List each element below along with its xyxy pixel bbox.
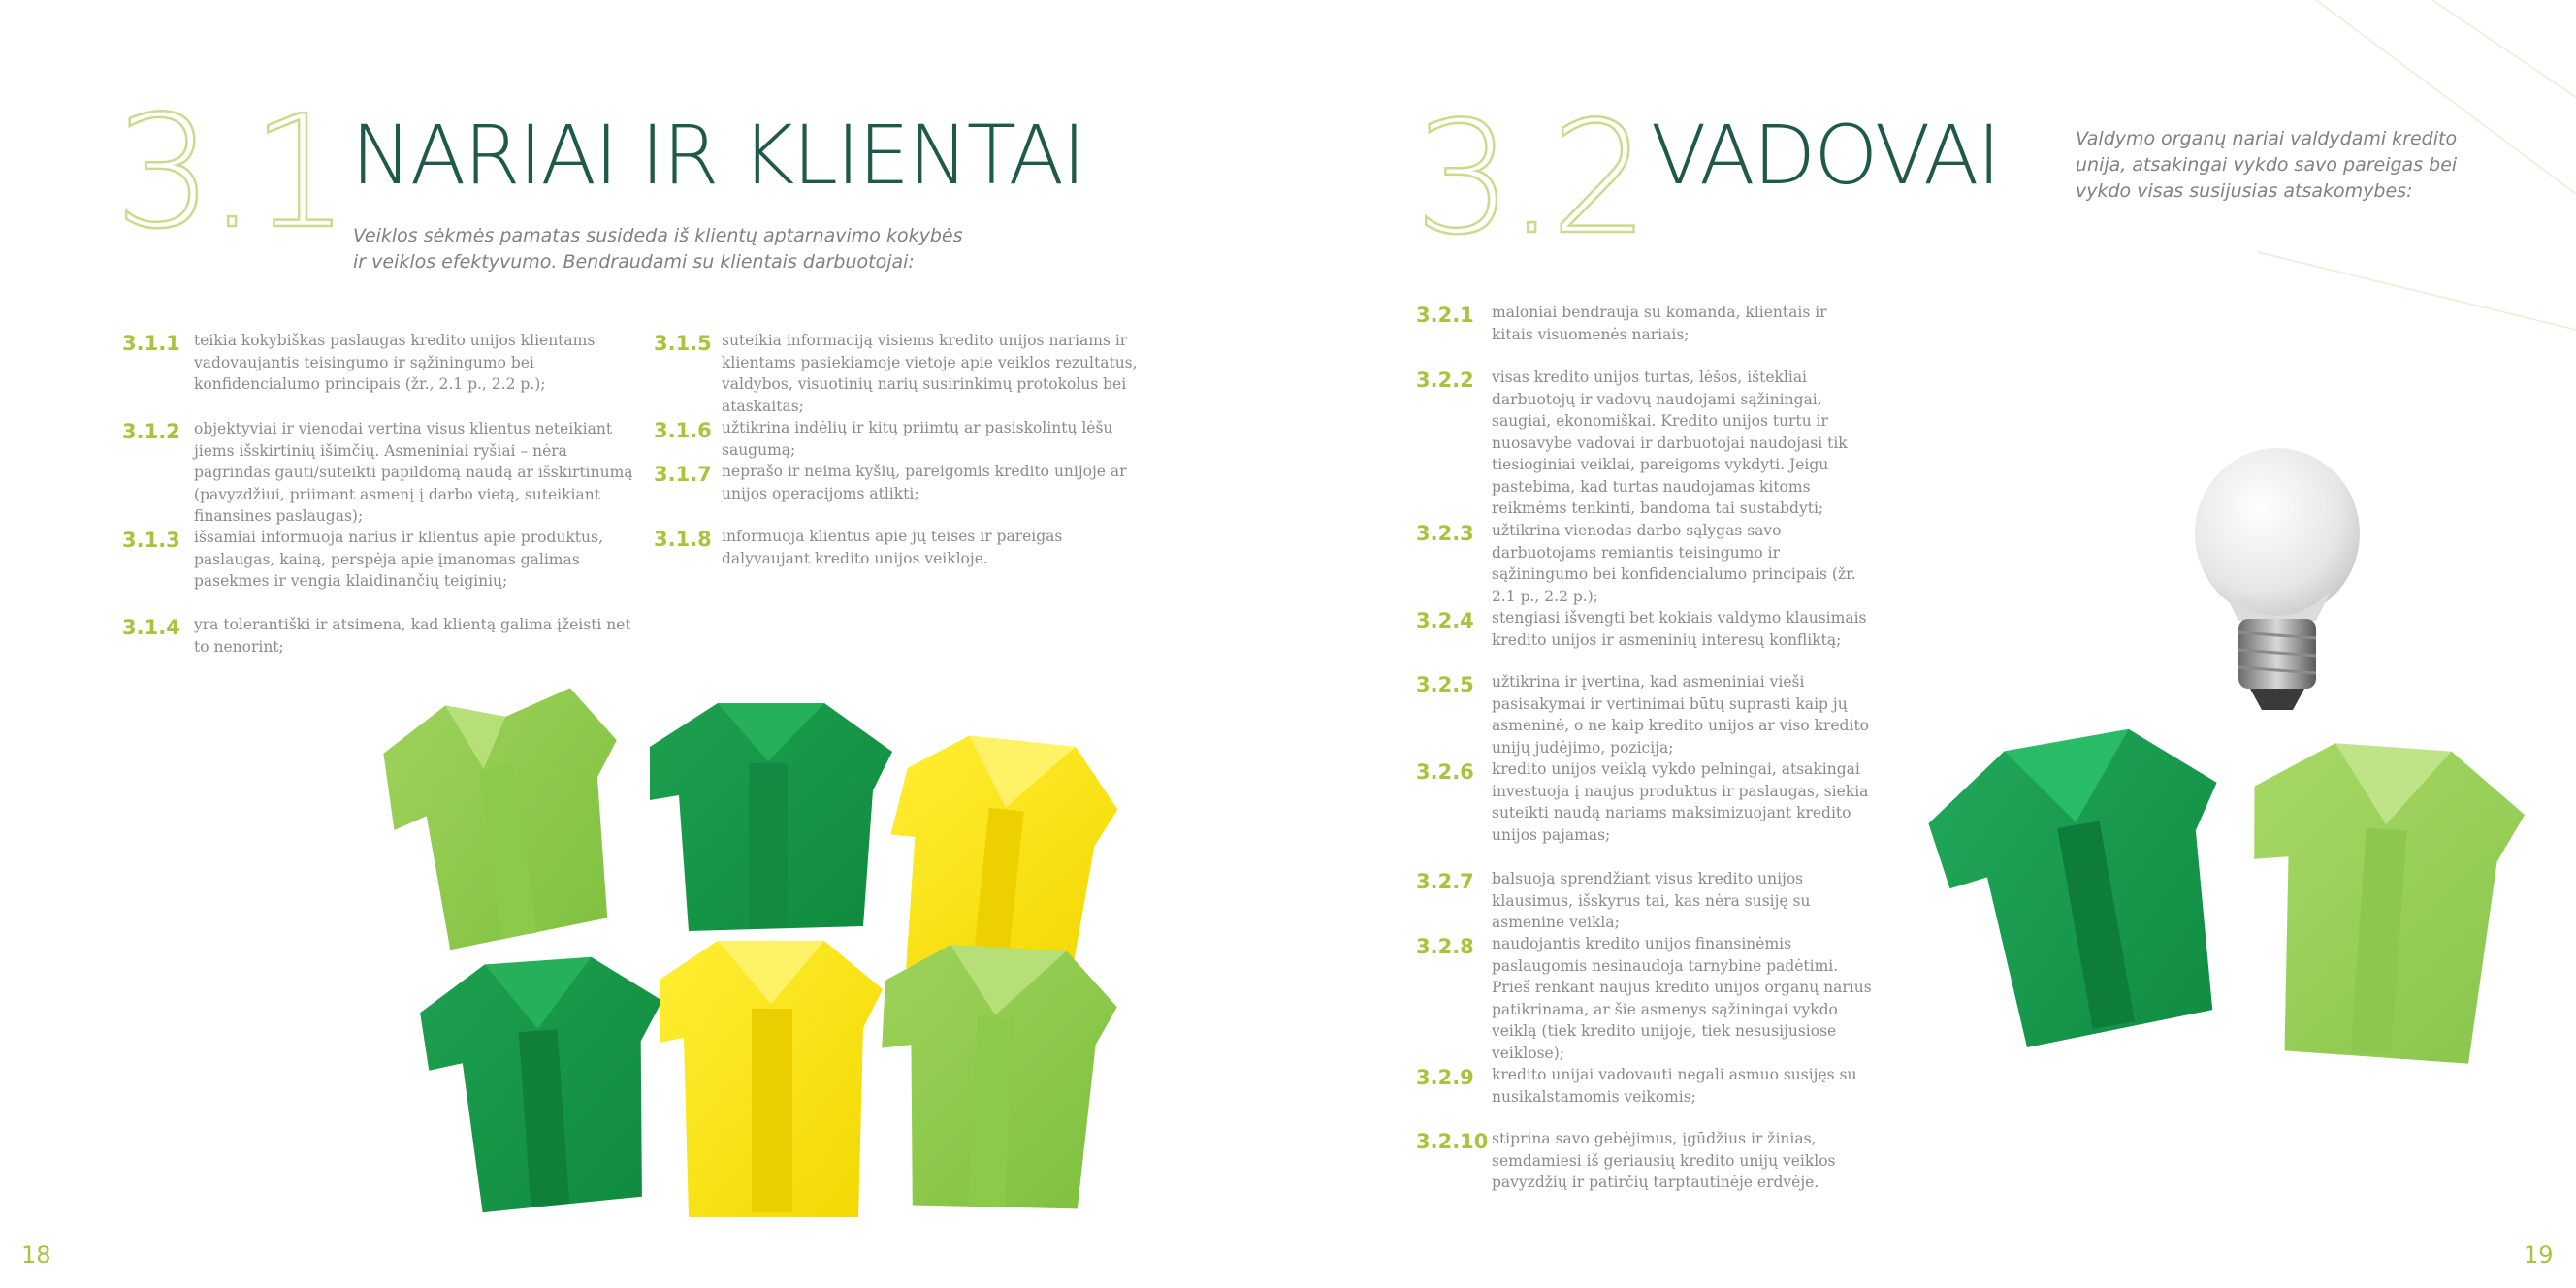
item-number: 3.2.1 [1416,304,1474,327]
section-intro-right: Valdymo organų nariai valdydami kredito unija, atsakingai vykdo savo pareigas bei vykdo visas susijusias atsakomybes: [2076,128,2458,202]
origami-shirts-image [330,679,1183,1261]
page-number-left: 18 [21,1241,51,1269]
item-number: 3.2.7 [1416,870,1474,893]
item-number: 3.1.4 [122,616,180,639]
item-number: 3.2.8 [1416,935,1474,958]
item-text: stengiasi išvengti bet kokiais valdymo klausimais kredito unijos ir asmeninių interesų konfliktą; [1492,609,1867,649]
item-text: išsamiai informuoja narius ir klientus apie produktus, paslaugas, kainą, perspėja apie įmanomas galimas pasekmes ir vengia klaidinančių teiginių; [194,529,603,590]
section-title-nariai: NARIAI IR KLIENTAI [351,108,1084,203]
item-text: informuoja klientus apie jų teises ir pareigas dalyvaujant kredito unijos veikloje. [722,528,1063,567]
item-text: užtikrina ir įvertina, kad asmeniniai vieši pasisakymai ir vertinimai būtų suprasti kaip jų asmeninė, o ne kaip kredito unijos ar viso kredito unijų judėjimo, pozicija; [1492,673,1869,757]
item-text: neprašo ir neima kyšių, pareigomis kredito unijoje ar unijos operacijoms atlikti; [722,463,1127,502]
item-number: 3.2.2 [1416,369,1474,392]
item-text: naudojantis kredito unijos finansinėmis paslaugomis nesinaudoja tarnybine padėtimi. Prieš renkant naujus kredito unijos organų narius patikrinama, ar šie asmenys sąžiningai vykdo veiklą (tiek kredito unijoje, tiek nesusijusiose veiklose); [1492,935,1872,1062]
item-number: 3.1.3 [122,529,180,552]
item-text: maloniai bendrauja su komanda, klientais ir kitais visuomenės nariais; [1492,304,1827,343]
item-text: kredito unijai vadovauti negali asmuo susijęs su nusikalstamomis veikomis; [1492,1066,1857,1106]
item-number: 3.1.2 [122,420,180,443]
right-page [1288,0,2576,1288]
section-number-3-1: 3.1 [114,81,344,263]
item-text: užtikrina indėlių ir kitų priimtų ar pasiskolintų lėšų saugumą; [722,419,1113,459]
item-number: 3.1.1 [122,332,180,355]
section-number-3-2: 3.2 [1414,87,1644,269]
item-text: balsuoja sprendžiant visus kredito unijos klausimus, išskyrus tai, kas nėra susiję su asmenine veikla; [1492,870,1811,931]
item-text: kredito unijos veiklą vykdo pelningai, atsakingai investuoja į naujus produktus ir paslaugas, siekia suteikti naudą nariams maksimizuojant kredito unijos pajamas; [1492,760,1869,844]
item-number: 3.1.8 [654,528,712,551]
page-number-right: 19 [2524,1241,2554,1269]
lightbulb-icon [2195,448,2360,710]
item-text: suteikia informaciją visiems kredito unijos nariams ir klientams pasiekiamoje vietoje apie veiklos rezultatus, valdybos, visuotinių narių susirinkimų protokolus bei ataskaitas; [722,332,1138,415]
item-text: yra tolerantiški ir atsimena, kad klientą galima įžeisti net to nenorint; [194,616,631,656]
item-text: užtikrina vienodas darbo sąlygas savo darbuotojams remiantis teisingumo ir sąžiningumo bei konfidencialumo principais (žr. 2.1 p., 2.2 p.); [1492,522,1856,605]
item-number: 3.2.5 [1416,673,1474,696]
item-number: 3.1.5 [654,332,712,355]
item-text: objektyviai ir vienodai vertina visus klientus neteikiant jiems išskirtinių išimčių. Asmeniniai ryšiai – nėra pagrindas gauti/suteikti papildomą naudą ar išskirtinumą (pavyzdžiui, priimant asmenį į darbo vietą, suteikiant finansines paslaugas); [194,420,633,525]
item-text: stiprina savo gebėjimus, įgūdžius ir žinias, semdamiesi iš geriausių kredito unijų veiklos pavyzdžių ir patirčių tarptautinėje erdvėje. [1492,1130,1836,1191]
item-number: 3.2.4 [1416,609,1474,632]
item-number: 3.1.7 [654,463,712,486]
section-title-vadovai: VADOVAI [1651,108,2000,203]
item-text: teikia kokybiškas paslaugas kredito unijos klientams vadovaujantis teisingumo ir sąžiningumo bei konfidencialumo principais (žr., 2.1 p., 2.2 p.); [194,332,596,393]
item-number: 3.1.6 [654,419,712,442]
item-number: 3.2.9 [1416,1066,1474,1089]
item-number: 3.2.6 [1416,760,1474,784]
item-number: 3.2.3 [1416,522,1474,545]
item-number: 3.2.10 [1416,1130,1489,1153]
lightbulb-shirts-image [1909,446,2529,1086]
item-text: visas kredito unijos turtas, lėšos, ištekliai darbuotojų ir vadovų naudojami sąžiningai, saugiai, ekonomiškai. Kredito unijos turtu ir nuosavybe vadovai ir darbuotojai naudojasi tik tiesioginiai veiklai, pareigoms vykdyti. Jeigu pastebima, kad turtas naudojamas kitoms reikmėms tenkinti, bandoma tai sustabdyti; [1492,369,1848,517]
section-intro-left: Veiklos sėkmės pamatas susideda iš klientų aptarnavimo kokybės ir veiklos efektyvumo. Bendraudami su klientais darbuotojai: [353,225,963,273]
